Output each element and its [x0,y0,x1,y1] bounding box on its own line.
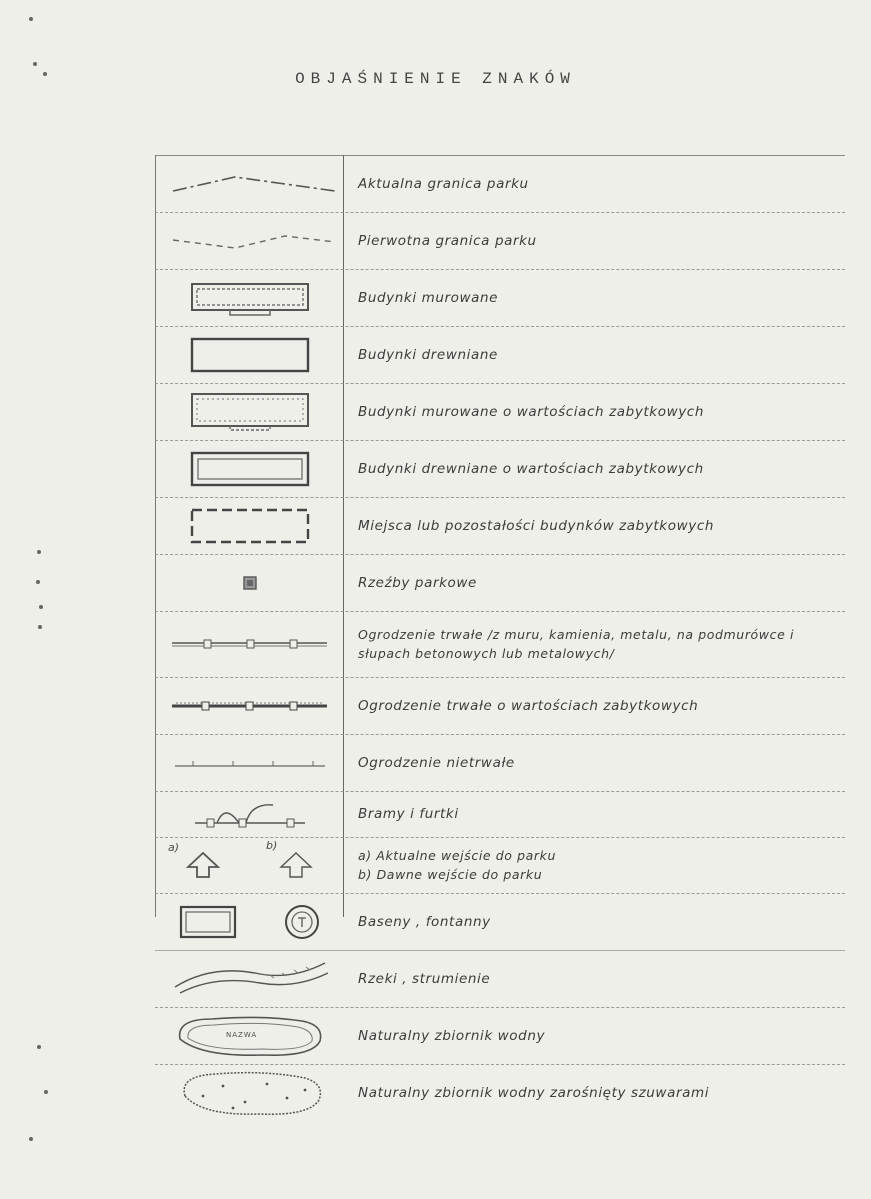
legend-label: Ogrodzenie trwałe o wartościach zabytkowych [358,697,699,714]
legend-row [155,677,845,735]
binder-hole [29,17,33,21]
legend-row [155,893,845,951]
masonry-building-symbol-icon [156,269,343,326]
legend-label: Bramy i furtki [358,806,459,822]
legend-row [155,326,845,384]
legend-label: Ogrodzenie trwałe /z muru, kamienia, metalu, na podmurówce i słupach betonowych lub metalowych/ [358,627,795,661]
park-entrance-arrows-icon [156,837,343,893]
legend-label: Naturalny zbiornik wodny [358,1027,546,1044]
legend-label: Budynki drewniane [358,346,498,363]
legend-row [155,212,845,270]
legend-row [155,554,845,612]
legend-row [155,950,845,1008]
legend-row [155,611,845,678]
original-park-boundary-line-icon [156,212,343,269]
legend-label: Miejsca lub pozostałości budynków zabytkowych [358,517,714,534]
legend-row [155,383,845,441]
fountain-icon [284,904,320,940]
legend-label: Budynki murowane o wartościach zabytkowych [358,403,704,420]
binder-hole [33,62,37,66]
park-sculpture-symbol-icon [156,554,343,611]
binder-hole [38,625,42,629]
natural-water-body-symbol-icon [156,1007,343,1064]
pool-icon [179,905,237,939]
legend-label: Budynki drewniane o wartościach zabytkowych [358,460,704,477]
legend-label: Naturalny zbiornik wodny zarośnięty szuwarami [358,1084,710,1101]
legend-label: Rzeki , strumienie [358,970,491,987]
water-body-name-label: NAZWA [226,1031,258,1039]
legend-label: Aktualna granica parku [358,175,529,192]
legend-row [155,1007,845,1065]
reed-water-body-symbol-icon [156,1064,343,1121]
legend-row [155,155,845,213]
legend-row [155,269,845,327]
binder-hole [36,580,40,584]
wooden-building-symbol-icon [156,326,343,383]
legend-label: Budynki murowane [358,289,499,306]
current-park-boundary-line-icon [156,155,343,212]
entrance-b-marker: b) [266,839,278,852]
permanent-fence-symbol-icon [156,611,343,677]
legend-label: Baseny , fontanny [358,913,491,930]
pool-fountain-symbol-icon [156,893,343,950]
legend-label: a) Aktualne wejście do parku b) Dawne wejście do parku [358,848,557,882]
legend-label: Ogrodzenie nietrwałe [358,754,515,771]
binder-hole [37,1045,41,1049]
legend-row [155,791,845,838]
legend-row [155,734,845,792]
legend-row [155,1064,845,1121]
historic-wooden-building-symbol-icon [156,440,343,497]
former-entrance-arrow-icon [279,851,313,879]
historic-building-remains-symbol-icon [156,497,343,554]
temporary-fence-symbol-icon [156,734,343,791]
binder-hole [39,605,43,609]
gates-symbol-icon [156,791,343,837]
binder-hole [37,550,41,554]
current-entrance-arrow-icon [186,851,220,879]
legend-row [155,837,845,894]
binder-hole [29,1137,33,1141]
legend-row [155,440,845,498]
legend-label: Rzeźby parkowe [358,574,477,591]
historic-masonry-building-symbol-icon [156,383,343,440]
binder-hole [44,1090,48,1094]
page-title: OBJAŚNIENIE ZNAKÓW [295,70,576,88]
entrance-a-marker: a) [168,841,180,854]
legend-row [155,497,845,555]
legend-label: Pierwotna granica parku [358,232,537,249]
historic-permanent-fence-symbol-icon [156,677,343,734]
river-stream-symbol-icon [156,950,343,1007]
